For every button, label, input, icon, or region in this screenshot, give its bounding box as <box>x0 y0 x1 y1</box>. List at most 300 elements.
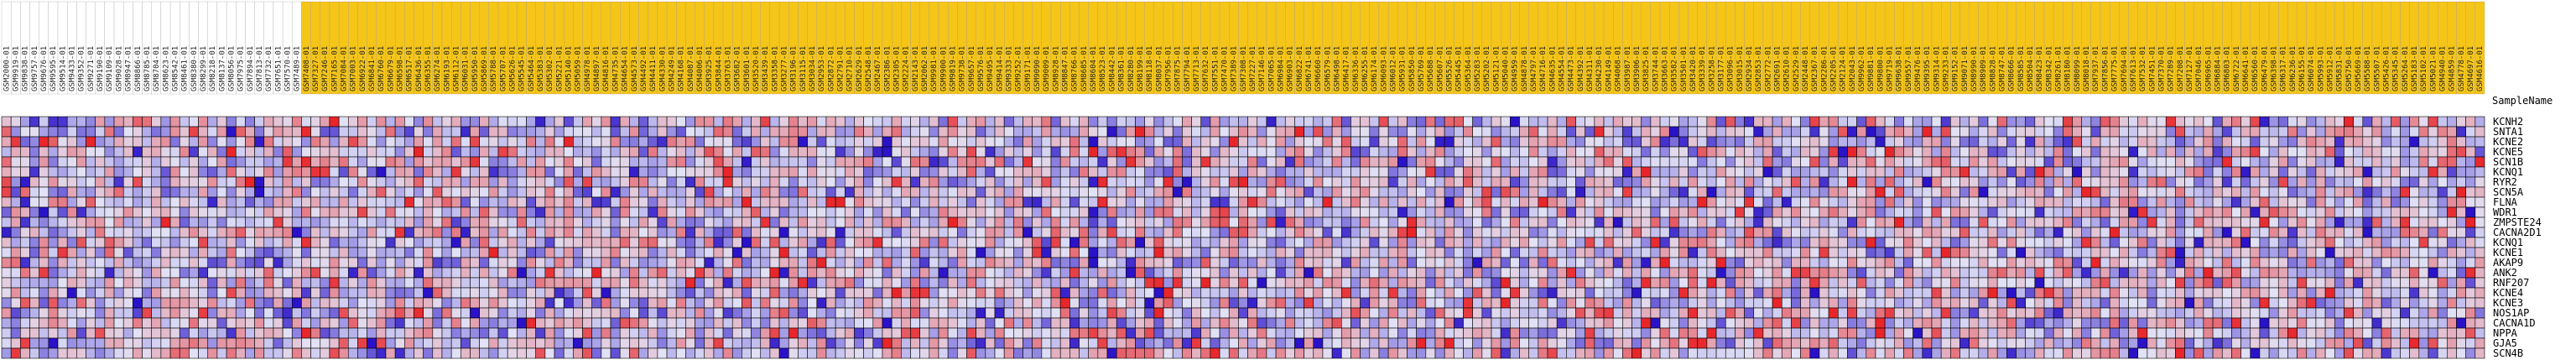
heatmap-cell <box>854 217 863 227</box>
heatmap-cell <box>123 167 133 177</box>
heatmap-cell <box>1332 227 1341 237</box>
heatmap-cell <box>1341 127 1350 137</box>
heatmap-cell <box>1444 217 1454 227</box>
heatmap-cell <box>1332 177 1341 187</box>
heatmap-cell <box>39 258 49 268</box>
heatmap-cell <box>199 237 208 248</box>
heatmap-cell <box>1894 137 1903 147</box>
heatmap-cell <box>1210 187 1220 197</box>
heatmap-cell <box>1051 147 1060 157</box>
heatmap-cell <box>2119 117 2128 127</box>
heatmap-cell <box>2241 197 2251 207</box>
heatmap-cell <box>554 207 564 217</box>
heatmap-cell <box>330 227 339 237</box>
heatmap-cell <box>705 157 714 167</box>
heatmap-cell <box>1745 227 1754 237</box>
heatmap-cell <box>2044 167 2053 177</box>
heatmap-cell <box>236 127 245 137</box>
heatmap-cell <box>1903 237 1912 248</box>
heatmap-cell <box>489 117 498 127</box>
heatmap-cell <box>517 117 526 127</box>
heatmap-cell <box>1397 268 1407 278</box>
heatmap-cell <box>1370 278 1379 288</box>
heatmap-cell <box>264 268 273 278</box>
heatmap-cell <box>1548 117 1557 127</box>
heatmap-cell <box>742 278 751 288</box>
heatmap-cell <box>2298 248 2307 258</box>
heatmap-cell <box>1023 227 1033 237</box>
heatmap-cell <box>545 258 554 268</box>
heatmap-cell <box>1613 227 1622 237</box>
heatmap-cell <box>76 187 86 197</box>
heatmap-cell <box>49 187 58 197</box>
column-label: GSM6641-01 <box>2241 45 2251 91</box>
heatmap-cell <box>2334 268 2344 278</box>
column-label: GSM6822-01 <box>1295 45 1304 91</box>
heatmap-cell <box>58 278 67 288</box>
heatmap-cell <box>1501 187 1510 197</box>
heatmap-cell <box>1772 117 1782 127</box>
heatmap-cell <box>835 147 845 157</box>
heatmap-cell <box>2157 248 2166 258</box>
heatmap-cell <box>2073 177 2082 187</box>
column-label: GSM6560-01 <box>2251 45 2261 91</box>
heatmap-cell <box>966 278 976 288</box>
heatmap-cell <box>1698 177 1707 187</box>
heatmap-cell <box>2325 187 2334 197</box>
heatmap-cell <box>1426 187 1435 197</box>
heatmap-cell <box>424 137 433 147</box>
column-label: GSM4735-01 <box>611 45 621 91</box>
heatmap-cell <box>2344 217 2353 227</box>
heatmap-cell <box>20 177 29 187</box>
heatmap-cell <box>1520 207 1529 217</box>
heatmap-cell <box>1763 227 1772 237</box>
heatmap-cell <box>667 187 676 197</box>
heatmap-cell <box>1997 187 2006 197</box>
heatmap-cell <box>1491 278 1501 288</box>
heatmap-cell <box>273 117 283 127</box>
heatmap-cell <box>273 147 283 157</box>
heatmap-cell <box>489 248 498 258</box>
heatmap-cell <box>357 147 367 157</box>
heatmap-cell <box>742 227 751 237</box>
heatmap-cell <box>1876 127 1885 137</box>
heatmap-cell <box>1791 268 1800 278</box>
heatmap-cell <box>986 187 995 197</box>
heatmap-cell <box>976 197 986 207</box>
heatmap-cell <box>58 137 67 147</box>
heatmap-cell <box>2026 177 2035 187</box>
heatmap-cell <box>1979 278 1988 288</box>
heatmap-cell <box>536 157 545 167</box>
heatmap-cell <box>2044 237 2053 248</box>
heatmap-cell <box>2082 177 2091 187</box>
heatmap-cell <box>1819 248 1829 258</box>
heatmap-cell <box>1950 197 1959 207</box>
heatmap-cell <box>2175 117 2184 127</box>
column-label: GSM4897-01 <box>593 45 602 91</box>
heatmap-cell <box>2334 187 2344 197</box>
heatmap-cell <box>507 258 517 268</box>
heatmap-cell <box>2044 207 2053 217</box>
heatmap-cell <box>1136 268 1145 278</box>
heatmap-cell <box>723 157 732 167</box>
heatmap-cell <box>1941 278 1950 288</box>
heatmap-cell <box>1248 268 1257 278</box>
heatmap-cell <box>1791 147 1800 157</box>
heatmap-cell <box>2269 217 2278 227</box>
heatmap-cell <box>404 177 414 187</box>
heatmap-cell <box>2213 207 2222 217</box>
heatmap-cell <box>835 137 845 147</box>
heatmap-cell <box>705 248 714 258</box>
heatmap-cell <box>320 117 330 127</box>
column-label: GSM5140-01 <box>565 45 574 91</box>
heatmap-cell <box>264 278 273 288</box>
heatmap-cell <box>826 137 835 147</box>
heatmap-cell <box>1397 127 1407 137</box>
heatmap-cell <box>1894 217 1903 227</box>
heatmap-cell <box>2456 137 2465 147</box>
heatmap-cell <box>1033 227 1042 237</box>
heatmap-cell <box>395 177 404 187</box>
heatmap-cell <box>1903 197 1912 207</box>
heatmap-cell <box>826 278 835 288</box>
heatmap-cell <box>629 127 638 137</box>
heatmap-cell <box>1707 237 1716 248</box>
heatmap-cell <box>1379 197 1388 207</box>
column-label: GSM2124-01 <box>1839 45 1848 91</box>
heatmap-cell <box>1520 217 1529 227</box>
heatmap-cell <box>1248 167 1257 177</box>
heatmap-cell <box>2287 268 2297 278</box>
heatmap-cell <box>2372 268 2381 278</box>
heatmap-cell <box>1407 248 1416 258</box>
heatmap-cell <box>2307 187 2316 197</box>
heatmap-cell <box>480 217 489 227</box>
heatmap-cell <box>1238 258 1247 268</box>
heatmap-cell <box>1407 197 1416 207</box>
heatmap-cell <box>20 137 29 147</box>
heatmap-cell <box>1323 187 1332 197</box>
heatmap-cell <box>236 187 245 197</box>
heatmap-cell <box>1051 197 1060 207</box>
column-label: GSM7975-01 <box>237 45 246 91</box>
heatmap-cell <box>1810 207 1819 217</box>
heatmap-cell <box>1501 227 1510 237</box>
heatmap-cell <box>1229 237 1238 248</box>
heatmap-cell <box>1388 237 1397 248</box>
heatmap-cell <box>2438 177 2447 187</box>
heatmap-cell <box>30 258 39 268</box>
heatmap-cell <box>1913 127 1923 137</box>
heatmap-cell <box>1894 167 1903 177</box>
heatmap-cell <box>39 248 49 258</box>
heatmap-cell <box>1903 137 1912 147</box>
heatmap-cell <box>1173 157 1182 167</box>
heatmap-cell <box>1210 237 1220 248</box>
heatmap-cell <box>2044 197 2053 207</box>
heatmap-cell <box>1069 137 1079 147</box>
heatmap-cell <box>1632 147 1642 157</box>
heatmap-cell <box>1801 217 1810 227</box>
heatmap-cell <box>1557 278 1566 288</box>
heatmap-cell <box>1042 137 1051 147</box>
column-label: GSM7470-01 <box>1220 45 1230 91</box>
heatmap-cell <box>1829 127 1838 137</box>
heatmap-cell <box>123 147 133 157</box>
heatmap-cell <box>901 167 910 177</box>
heatmap-cell <box>592 278 601 288</box>
heatmap-cell <box>180 157 189 167</box>
heatmap-cell <box>1510 177 1519 187</box>
column-label: GSM7551-01 <box>1211 45 1220 91</box>
heatmap-cell <box>180 127 189 137</box>
heatmap-cell <box>105 187 114 197</box>
heatmap-cell <box>161 227 170 237</box>
heatmap-cell <box>255 167 264 177</box>
heatmap-cell <box>1248 157 1257 167</box>
heatmap-cell <box>2175 147 2184 157</box>
heatmap-cell <box>1838 278 1847 288</box>
heatmap-cell <box>2287 117 2297 127</box>
heatmap-cell <box>1941 248 1950 258</box>
heatmap-cell <box>1651 237 1660 248</box>
heatmap-cell <box>573 167 582 177</box>
heatmap-cell <box>1257 137 1267 147</box>
column-label: GSM5507-01 <box>2373 45 2382 91</box>
heatmap-cell <box>882 207 892 217</box>
heatmap-cell <box>536 117 545 127</box>
heatmap-cell <box>424 268 433 278</box>
heatmap-cell <box>339 117 348 127</box>
heatmap-cell <box>1782 157 1791 167</box>
heatmap-cell <box>2456 248 2465 258</box>
heatmap-cell <box>873 157 882 167</box>
heatmap-cell <box>1894 248 1903 258</box>
heatmap-cell <box>67 268 76 278</box>
heatmap-cell <box>2138 258 2147 268</box>
heatmap-cell <box>208 268 217 278</box>
heatmap-cell <box>1033 177 1042 187</box>
heatmap-cell <box>2110 137 2119 147</box>
heatmap-cell <box>236 207 245 217</box>
heatmap-cell <box>2334 237 2344 248</box>
heatmap-cell <box>1510 157 1519 167</box>
heatmap-cell <box>1370 268 1379 278</box>
heatmap-cell <box>1698 147 1707 157</box>
heatmap-cell <box>133 278 142 288</box>
heatmap-cell <box>957 197 966 207</box>
heatmap-cell <box>67 227 76 237</box>
heatmap-cell <box>685 217 695 227</box>
heatmap-cell <box>49 117 58 127</box>
heatmap-cell <box>152 258 161 268</box>
heatmap-cell <box>1098 217 1107 227</box>
heatmap-cell <box>573 278 582 288</box>
heatmap-cell <box>648 137 658 147</box>
heatmap-cell <box>2334 217 2344 227</box>
heatmap-cell <box>30 157 39 167</box>
heatmap-cell <box>527 167 536 177</box>
heatmap-cell <box>1632 137 1642 147</box>
heatmap-cell <box>2222 248 2231 258</box>
heatmap-cell <box>1510 127 1519 137</box>
heatmap-cell <box>1810 227 1819 237</box>
heatmap-cell <box>1810 197 1819 207</box>
column-label: GSM3358-01 <box>771 45 780 91</box>
heatmap-cell <box>1725 187 1735 197</box>
heatmap-cell <box>1669 177 1678 187</box>
heatmap-cell <box>752 117 761 127</box>
heatmap-cell <box>2278 177 2287 187</box>
heatmap-cell <box>1538 248 1548 258</box>
heatmap-cell <box>705 237 714 248</box>
heatmap-cell <box>20 268 29 278</box>
column-label: GSM9838-01 <box>21 45 30 91</box>
heatmap-cell <box>564 258 573 268</box>
heatmap-cell <box>1782 278 1791 288</box>
heatmap-cell <box>161 258 170 268</box>
heatmap-cell <box>1651 217 1660 227</box>
heatmap-cell <box>2438 157 2447 167</box>
column-label: GSM5950-01 <box>471 45 480 91</box>
heatmap-cell <box>39 187 49 197</box>
heatmap-cell <box>1725 127 1735 137</box>
heatmap-cell <box>367 217 377 227</box>
heatmap-cell <box>545 237 554 248</box>
heatmap-cell <box>1988 127 1997 137</box>
heatmap-cell <box>58 207 67 217</box>
heatmap-cell <box>357 237 367 248</box>
heatmap-cell <box>2194 268 2204 278</box>
heatmap-cell <box>1257 268 1267 278</box>
heatmap-cell <box>1435 268 1444 278</box>
heatmap-cell <box>2419 197 2428 207</box>
heatmap-cell <box>1229 268 1238 278</box>
heatmap-cell <box>695 217 705 227</box>
heatmap-cell <box>2100 278 2110 288</box>
heatmap-cell <box>1585 227 1595 237</box>
heatmap-cell <box>67 207 76 217</box>
heatmap-cell <box>761 248 770 258</box>
heatmap-cell <box>723 187 732 197</box>
heatmap-cell <box>620 147 629 157</box>
heatmap-cell <box>1791 278 1800 288</box>
heatmap-cell <box>864 167 873 177</box>
heatmap-cell <box>2063 137 2072 147</box>
heatmap-cell <box>1745 127 1754 137</box>
heatmap-cell <box>2073 127 2082 137</box>
heatmap-cell <box>592 147 601 157</box>
heatmap-cell <box>2053 157 2063 167</box>
column-label: GSM5626-01 <box>508 45 518 91</box>
heatmap-cell <box>311 237 320 248</box>
heatmap-cell <box>2391 268 2400 278</box>
heatmap-cell <box>217 177 226 187</box>
heatmap-cell <box>1622 187 1631 197</box>
heatmap-cell <box>2119 197 2128 207</box>
heatmap-cell <box>779 167 788 177</box>
heatmap-cell <box>273 248 283 258</box>
heatmap-cell <box>20 197 29 207</box>
heatmap-cell <box>685 157 695 167</box>
heatmap-cell <box>507 248 517 258</box>
heatmap-cell <box>1201 127 1210 137</box>
heatmap-cell <box>648 157 658 167</box>
heatmap-cell <box>2400 137 2409 147</box>
heatmap-cell <box>1651 227 1660 237</box>
heatmap-cell <box>442 117 451 127</box>
heatmap-cell <box>2241 237 2251 248</box>
heatmap-cell <box>1229 127 1238 137</box>
heatmap-cell <box>1370 147 1379 157</box>
heatmap-cell <box>629 157 638 167</box>
heatmap-cell <box>2391 177 2400 187</box>
column-label: GSM8118-01 <box>1146 45 1155 91</box>
heatmap-cell <box>1791 187 1800 197</box>
heatmap-cell <box>348 127 357 137</box>
heatmap-cell <box>667 157 676 167</box>
heatmap-cell <box>1463 237 1472 248</box>
heatmap-cell <box>583 157 592 167</box>
heatmap-cell <box>2017 268 2026 278</box>
heatmap-cell <box>2222 207 2231 217</box>
heatmap-cell <box>1060 258 1069 268</box>
heatmap-cell <box>2231 147 2240 157</box>
heatmap-cell <box>1707 137 1716 147</box>
heatmap-cell <box>2363 227 2372 237</box>
heatmap-cell <box>1970 137 1979 147</box>
heatmap-cell <box>2400 147 2409 157</box>
heatmap-cell <box>1314 177 1323 187</box>
heatmap-cell <box>1210 197 1220 207</box>
heatmap-cell <box>1501 127 1510 137</box>
heatmap-cell <box>76 117 86 127</box>
heatmap-cell <box>752 147 761 157</box>
heatmap-cell <box>1819 177 1829 187</box>
heatmap-cell <box>910 217 919 227</box>
heatmap-cell <box>648 207 658 217</box>
heatmap-cell <box>1632 217 1642 227</box>
column-label: GSM6012-01 <box>1389 45 1398 91</box>
heatmap-cell <box>1576 227 1585 237</box>
heatmap-cell <box>1192 147 1201 157</box>
heatmap-cell <box>742 157 751 167</box>
heatmap-cell <box>357 127 367 137</box>
heatmap-cell <box>264 147 273 157</box>
heatmap-cell <box>2147 268 2157 278</box>
heatmap-cell <box>67 258 76 268</box>
heatmap-cell <box>49 207 58 217</box>
heatmap-cell <box>845 147 854 157</box>
heatmap-cell <box>1979 207 1988 217</box>
heatmap-cell <box>2475 237 2485 248</box>
heatmap-cell <box>798 258 807 268</box>
heatmap-cell <box>1876 137 1885 147</box>
heatmap-cell <box>1689 227 1698 237</box>
column-label: GSM9433-01 <box>68 45 77 91</box>
heatmap-cell <box>2091 237 2100 248</box>
heatmap-cell <box>2410 157 2419 167</box>
heatmap-cell <box>1669 278 1678 288</box>
column-header <box>2 2 2485 94</box>
heatmap-cell <box>1004 187 1013 197</box>
heatmap-cell <box>1341 187 1350 197</box>
heatmap-cell <box>1997 177 2006 187</box>
heatmap-cell <box>2175 167 2184 177</box>
